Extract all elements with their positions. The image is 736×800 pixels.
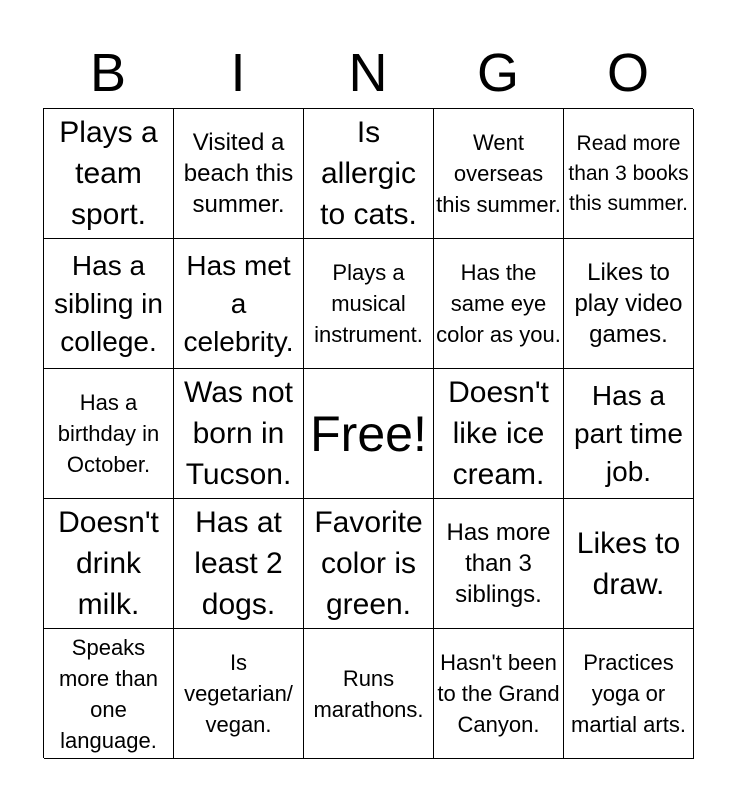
header-letter-g: G — [476, 43, 519, 103]
bingo-cell[interactable] — [434, 369, 564, 499]
bingo-cell[interactable] — [174, 629, 304, 759]
bingo-cell[interactable] — [304, 499, 434, 629]
cell-text: Is allergic to cats. — [320, 116, 417, 231]
cell-text: Likes to play video games. — [574, 259, 683, 348]
bingo-cell[interactable] — [44, 109, 174, 239]
header-letter-i: I — [230, 43, 246, 103]
cell-text: Was not born in Tucson. — [184, 376, 293, 491]
bingo-cell[interactable] — [44, 629, 174, 759]
bingo-cell[interactable] — [434, 239, 564, 369]
cell-text: Runs marathons. — [313, 665, 424, 722]
bingo-cell[interactable] — [304, 629, 434, 759]
cell-text: Practices yoga or martial arts. — [571, 650, 686, 737]
free-space-text: Free! — [310, 405, 427, 462]
cell-text: Has at least 2 dogs. — [194, 506, 283, 621]
header-letter-o: O — [606, 43, 649, 103]
cell-text: Has a part time job. — [574, 379, 683, 487]
cell-text: Read more than 3 books this summer. — [568, 131, 689, 215]
cell-text: Favorite color is green. — [314, 506, 423, 621]
cell-text: Doesn't like ice cream. — [448, 376, 549, 491]
cell-text: Went overseas this summer. — [436, 130, 561, 217]
cell-text: Likes to draw. — [576, 526, 681, 601]
bingo-cell[interactable] — [564, 239, 694, 369]
bingo-cell[interactable] — [174, 239, 304, 369]
bingo-cell[interactable] — [174, 109, 304, 239]
cell-text: Has a birthday in October. — [57, 390, 160, 477]
cell-text: Visited a beach this summer. — [183, 129, 294, 218]
bingo-cell[interactable] — [564, 499, 694, 629]
bingo-header — [43, 40, 693, 106]
cell-text: Hasn't been to the Grand Canyon. — [437, 650, 560, 737]
bingo-cell[interactable] — [304, 239, 434, 369]
cell-text: Doesn't drink milk. — [58, 506, 159, 621]
bingo-cell[interactable] — [174, 499, 304, 629]
header-letter-b: B — [89, 43, 127, 103]
cell-text: Has more than 3 siblings. — [446, 519, 551, 608]
cell-text: Plays a musical instrument. — [314, 260, 423, 347]
cell-text: Has met a celebrity. — [183, 249, 294, 357]
bingo-cell[interactable] — [44, 239, 174, 369]
bingo-cell[interactable] — [564, 109, 694, 239]
bingo-cell[interactable] — [304, 109, 434, 239]
bingo-card — [43, 108, 693, 758]
cell-text: Has the same eye color as you. — [436, 260, 561, 347]
bingo-cell[interactable] — [564, 369, 694, 499]
bingo-cell[interactable] — [174, 369, 304, 499]
bingo-cell[interactable] — [44, 369, 174, 499]
bingo-cell[interactable] — [434, 499, 564, 629]
cell-text: Is vegetarian/ vegan. — [184, 650, 293, 737]
cell-text: Plays a team sport. — [59, 116, 158, 231]
free-space-cell[interactable] — [304, 369, 434, 499]
cell-text: Has a sibling in college. — [54, 249, 163, 357]
header-letter-n: N — [348, 43, 388, 103]
bingo-cell[interactable] — [564, 629, 694, 759]
bingo-cell[interactable] — [434, 109, 564, 239]
bingo-cell[interactable] — [434, 629, 564, 759]
cell-text: Speaks more than one language. — [58, 634, 159, 753]
bingo-cell[interactable] — [44, 499, 174, 629]
